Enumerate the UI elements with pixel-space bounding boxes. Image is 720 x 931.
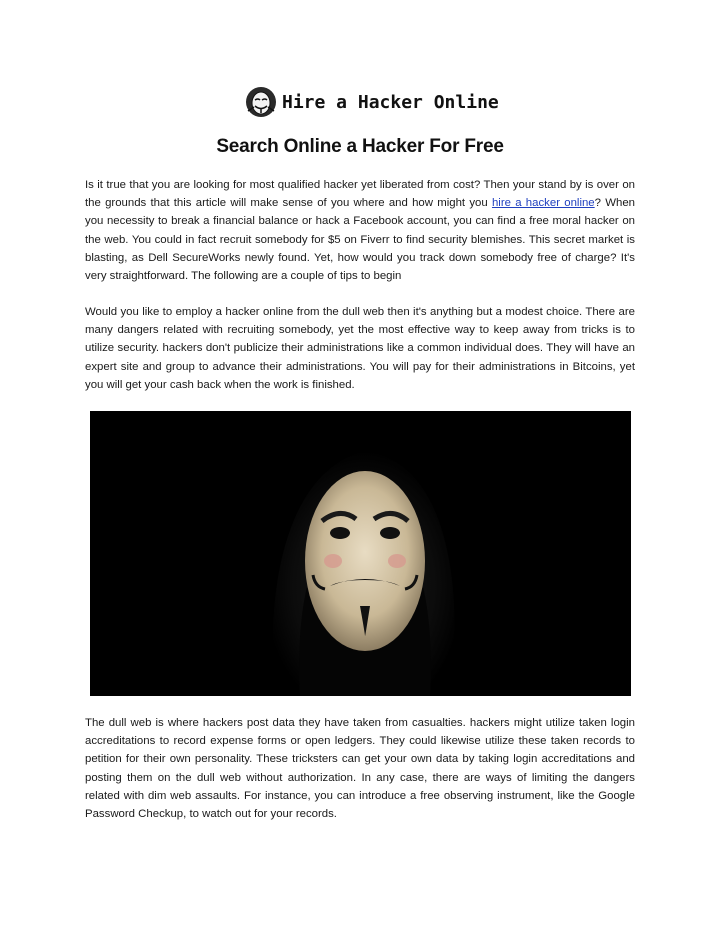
article-title: Search Online a Hacker For Free: [216, 136, 504, 157]
logo-text: Hire a Hacker Online: [282, 91, 499, 113]
paragraph-3: The dull web is where hackers post data they have taken from casualties. hackers might utilize taken login accreditations to record expense forms or open ledgers. They could likewise utilize these taken records to petition for their own personality. These tricksters can get your own data by taking login accreditations and posting them on the dull web without authorization. In any case, there are ways of limiting the dangers related with dim web assaults. For instance, you can introduce a free observing instrument, like the Google Password Checkup, to watch out for your records.: [85, 717, 635, 821]
hooded-mask-figure-photo: [90, 411, 631, 696]
paragraph-2: Would you like to employ a hacker online from the dull web then it's anything but a modest choice. There are many dangers related with recruiting somebody, yet the most effective way to keep away from tricks is to utilize security. hackers don't publicize their administrations like a common individual does. They will have an expert site and group to advance their administrations. You will pay for their administrations in Bitcoins, yet you will get your cash back when the work is finished.: [85, 306, 635, 391]
paragraph-1: [85, 176, 635, 285]
site-logo: [244, 84, 499, 120]
hire-a-hacker-online-link[interactable]: hire a hacker online: [491, 197, 595, 210]
paragraph-1-text-end: ? When you necessity to break a financial balance or hack a Facebook account, you can find a free moral hacker on the web. You could in fact recruit somebody for $5 on Fiverr to find security blemishes. This secret market is blasting, as Dell SecureWorks newly found. Yet, how would you track down somebody free of charge? It's very straightforward. The following are a couple of tips to begin: [85, 197, 635, 283]
anonymous-mask-icon: [244, 85, 278, 119]
paragraph-1-text-start: Is it true that you are looking for most qualified hacker yet liberated from cost? Then your stand by is over on the grounds that this article will make sense of you where and how might you: [85, 179, 635, 210]
